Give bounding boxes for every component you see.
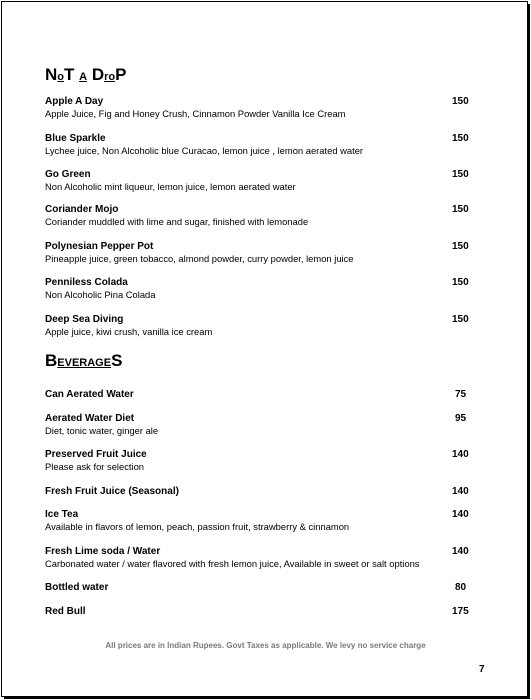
item-price: 150	[452, 241, 469, 252]
section-heading-mocktails	[45, 65, 126, 85]
item-name: Bottled water	[45, 582, 109, 593]
heading-part: A	[79, 71, 88, 83]
item-name: Coriander Mojo	[45, 204, 119, 215]
item-price: 175	[452, 606, 469, 617]
heading-part: o	[57, 71, 65, 83]
menu-item	[45, 96, 491, 120]
menu-item	[45, 169, 491, 193]
item-price: 140	[452, 509, 469, 520]
menu-item	[45, 546, 491, 570]
item-description: Apple juice, kiwi crush, vanilla ice cream	[45, 326, 213, 337]
item-price: 140	[452, 449, 469, 460]
menu-item	[45, 241, 491, 265]
item-name: Polynesian Pepper Pot	[45, 241, 154, 252]
price-disclaimer: All prices are in Indian Rupees. Govt Taxes as applicable. We levy no service charge	[105, 641, 426, 650]
item-name: Blue Sparkle	[45, 133, 106, 144]
page-shadow-right	[528, 4, 530, 699]
item-name: Fresh Lime soda / Water	[45, 546, 161, 557]
heading-part: EVERAGE	[57, 357, 112, 369]
item-price: 150	[452, 169, 469, 180]
item-price: 150	[452, 314, 469, 325]
heading-part: B	[45, 351, 58, 370]
item-description: Diet, tonic water, ginger ale	[45, 425, 159, 436]
item-price: 150	[452, 96, 469, 107]
item-price: 80	[455, 582, 467, 593]
item-price: 140	[452, 486, 469, 497]
menu-item	[45, 486, 491, 498]
item-description: Please ask for selection	[45, 461, 145, 472]
item-name: Preserved Fruit Juice	[45, 449, 147, 460]
item-price: 95	[455, 413, 467, 424]
page-number: 7	[479, 664, 485, 675]
page-shadow-bottom	[4, 697, 530, 699]
menu-item	[45, 606, 491, 618]
heading-part: S	[111, 351, 123, 370]
item-name: Deep Sea Diving	[45, 314, 124, 325]
item-name: Red Bull	[45, 606, 86, 617]
item-description: Carbonated water / water flavored with fresh lemon juice, Available in sweet or salt options	[45, 558, 420, 569]
item-description: Apple Juice, Fig and Honey Crush, Cinnamon Powder Vanilla Ice Cream	[45, 108, 346, 119]
heading-part: N	[45, 65, 58, 84]
menu-item	[45, 277, 491, 301]
heading-part: P	[115, 65, 127, 84]
menu-item	[45, 449, 491, 473]
item-name: Aerated Water Diet	[45, 413, 135, 424]
item-description: Lychee juice, Non Alcoholic blue Curacao, lemon juice , lemon aerated water	[45, 145, 364, 156]
menu-item	[45, 314, 491, 338]
item-name: Apple A Day	[45, 96, 104, 107]
heading-part: T	[64, 65, 75, 84]
item-price: 150	[452, 133, 469, 144]
item-price: 150	[452, 277, 469, 288]
item-price: 75	[455, 389, 467, 400]
item-price: 140	[452, 546, 469, 557]
item-price: 150	[452, 204, 469, 215]
item-description: Non Alcoholic mint liqueur, lemon juice, lemon aerated water	[45, 181, 296, 192]
section-heading-beverages	[45, 351, 122, 371]
item-name: Go Green	[45, 169, 91, 180]
menu-item	[45, 389, 491, 401]
menu-item	[45, 413, 491, 437]
item-description: Pineapple juice, green tobacco, almond powder, curry powder, lemon juice	[45, 253, 354, 264]
item-name: Penniless Colada	[45, 277, 128, 288]
item-description: Non Alcoholic Pina Colada	[45, 289, 156, 300]
menu-item	[45, 582, 491, 594]
menu-item	[45, 204, 491, 228]
menu-item	[45, 509, 491, 533]
heading-part: D	[91, 65, 105, 84]
item-name: Can Aerated Water	[45, 389, 134, 400]
item-description: Available in flavors of lemon, peach, passion fruit, strawberry & cinnamon	[45, 521, 350, 532]
item-name: Fresh Fruit Juice (Seasonal)	[45, 486, 179, 497]
item-name: Ice Tea	[45, 509, 79, 520]
menu-item	[45, 133, 491, 157]
item-description: Coriander muddled with lime and sugar, finished with lemonade	[45, 216, 309, 227]
heading-part: ro	[104, 71, 116, 83]
